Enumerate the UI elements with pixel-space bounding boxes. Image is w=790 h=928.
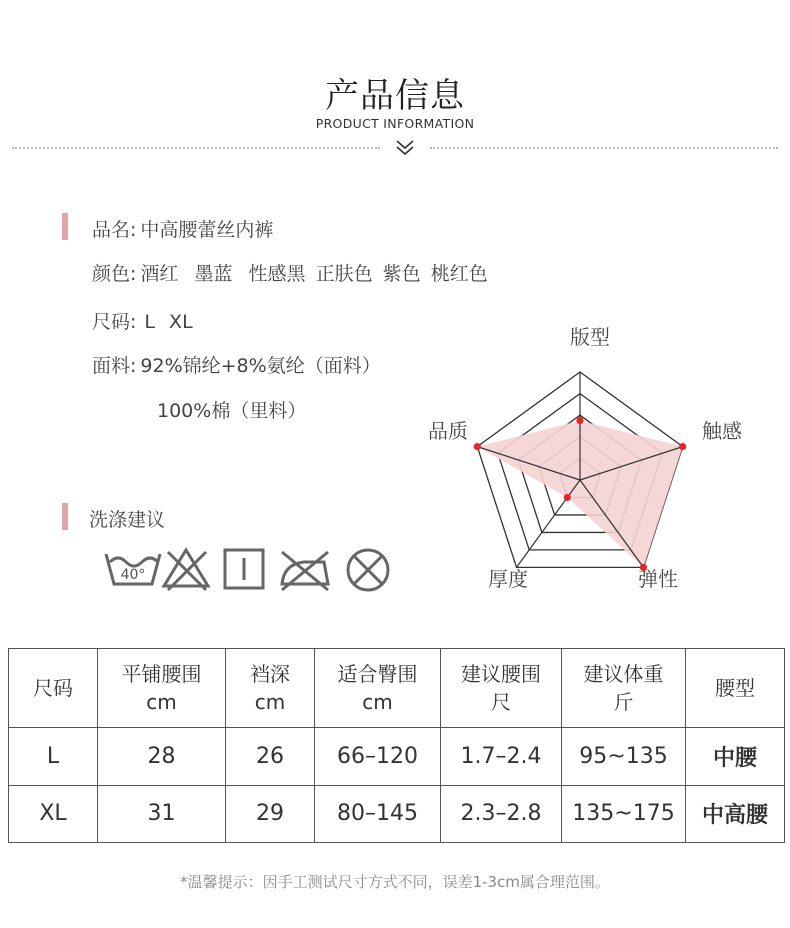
table-cell: 中腰 (686, 728, 785, 785)
double-chevron-down-icon (393, 139, 417, 157)
radar-label-bottom-left: 厚度 (488, 567, 528, 591)
table-header: 建议体重 斤 (562, 649, 686, 728)
color-value: 性感黑 (248, 263, 306, 285)
color-value: 墨蓝 (194, 263, 233, 285)
table-cell: 26 (226, 728, 315, 785)
product-fabric-line-2 (157, 396, 306, 423)
size-table (8, 648, 785, 843)
page-title: 产品信息 (325, 76, 465, 116)
color-value: 酒红 (140, 263, 179, 285)
table-cell: 80–145 (315, 785, 441, 842)
table-header: 尺码 (9, 649, 98, 728)
table-cell: 31 (98, 785, 226, 842)
product-name-value: 中高腰蕾丝内裤 (140, 219, 274, 241)
size-value: XL (169, 311, 193, 333)
table-cell: 1.7–2.4 (441, 728, 562, 785)
size-label: 尺码: (92, 311, 137, 333)
no-tumble-dry-icon (348, 550, 388, 590)
table-cell: XL (9, 785, 98, 842)
wash-icons (100, 542, 400, 598)
table-cell: 135~175 (562, 785, 686, 842)
info-accent-bar (62, 213, 68, 240)
product-color-line (92, 259, 488, 286)
table-header: 适合臀围 cm (315, 649, 441, 728)
color-label: 颜色: (92, 263, 137, 285)
table-cell: 66–120 (315, 728, 441, 785)
radar-label-left: 品质 (428, 419, 468, 443)
line-dry-icon (225, 550, 263, 588)
table-cell: 2.3–2.8 (441, 785, 562, 842)
table-header-row (9, 649, 785, 728)
table-cell: 中高腰 (686, 785, 785, 842)
color-value: 正肤色 (315, 263, 373, 285)
table-header: 建议腰围 尺 (441, 649, 562, 728)
radar-point-right (679, 443, 686, 450)
table-cell: L (9, 728, 98, 785)
no-bleach-icon (164, 550, 208, 590)
table-header: 裆深 cm (226, 649, 315, 728)
fabric-label: 面料: (92, 355, 137, 377)
radar-point-bottom-left (564, 494, 571, 501)
table-cell: 95~135 (562, 728, 686, 785)
radar-label-right: 触感 (702, 419, 742, 443)
size-value: L (144, 311, 155, 333)
footnote: *温馨提示：因手工测试尺寸方式不同，误差1-3cm属合理范围。 (180, 873, 610, 891)
divider-left (12, 147, 380, 149)
table-cell: 29 (226, 785, 315, 842)
radar-label-bottom-right: 弹性 (638, 567, 678, 591)
fabric-value: 92%锦纶+8%氨纶（面料） (140, 355, 381, 377)
table-header: 平铺腰围 cm (98, 649, 226, 728)
product-fabric-line (92, 351, 381, 378)
product-size-line (92, 307, 193, 334)
product-name-line (92, 215, 273, 242)
table-row (9, 728, 785, 785)
wash-40-icon (106, 554, 160, 584)
radar-point-left (474, 443, 481, 450)
divider-right (430, 147, 778, 149)
radar-chart (410, 318, 770, 598)
table-header: 腰型 (686, 649, 785, 728)
page-subtitle: PRODUCT INFORMATION (315, 116, 475, 131)
radar-point-top (576, 417, 583, 424)
no-iron-icon (282, 552, 328, 590)
radar-label-top: 版型 (570, 325, 610, 349)
wash-temp-label: 40° (120, 567, 146, 583)
product-name-label: 品名: (92, 219, 137, 241)
color-value: 紫色 (382, 263, 421, 285)
fabric-value-2: 100%棉（里料） (157, 400, 307, 422)
table-row (9, 785, 785, 842)
radar-spoke (517, 480, 580, 567)
table-cell: 28 (98, 728, 226, 785)
color-value: 桃红色 (430, 263, 488, 285)
wash-accent-bar (62, 503, 68, 530)
wash-title: 洗涤建议 (89, 509, 166, 531)
